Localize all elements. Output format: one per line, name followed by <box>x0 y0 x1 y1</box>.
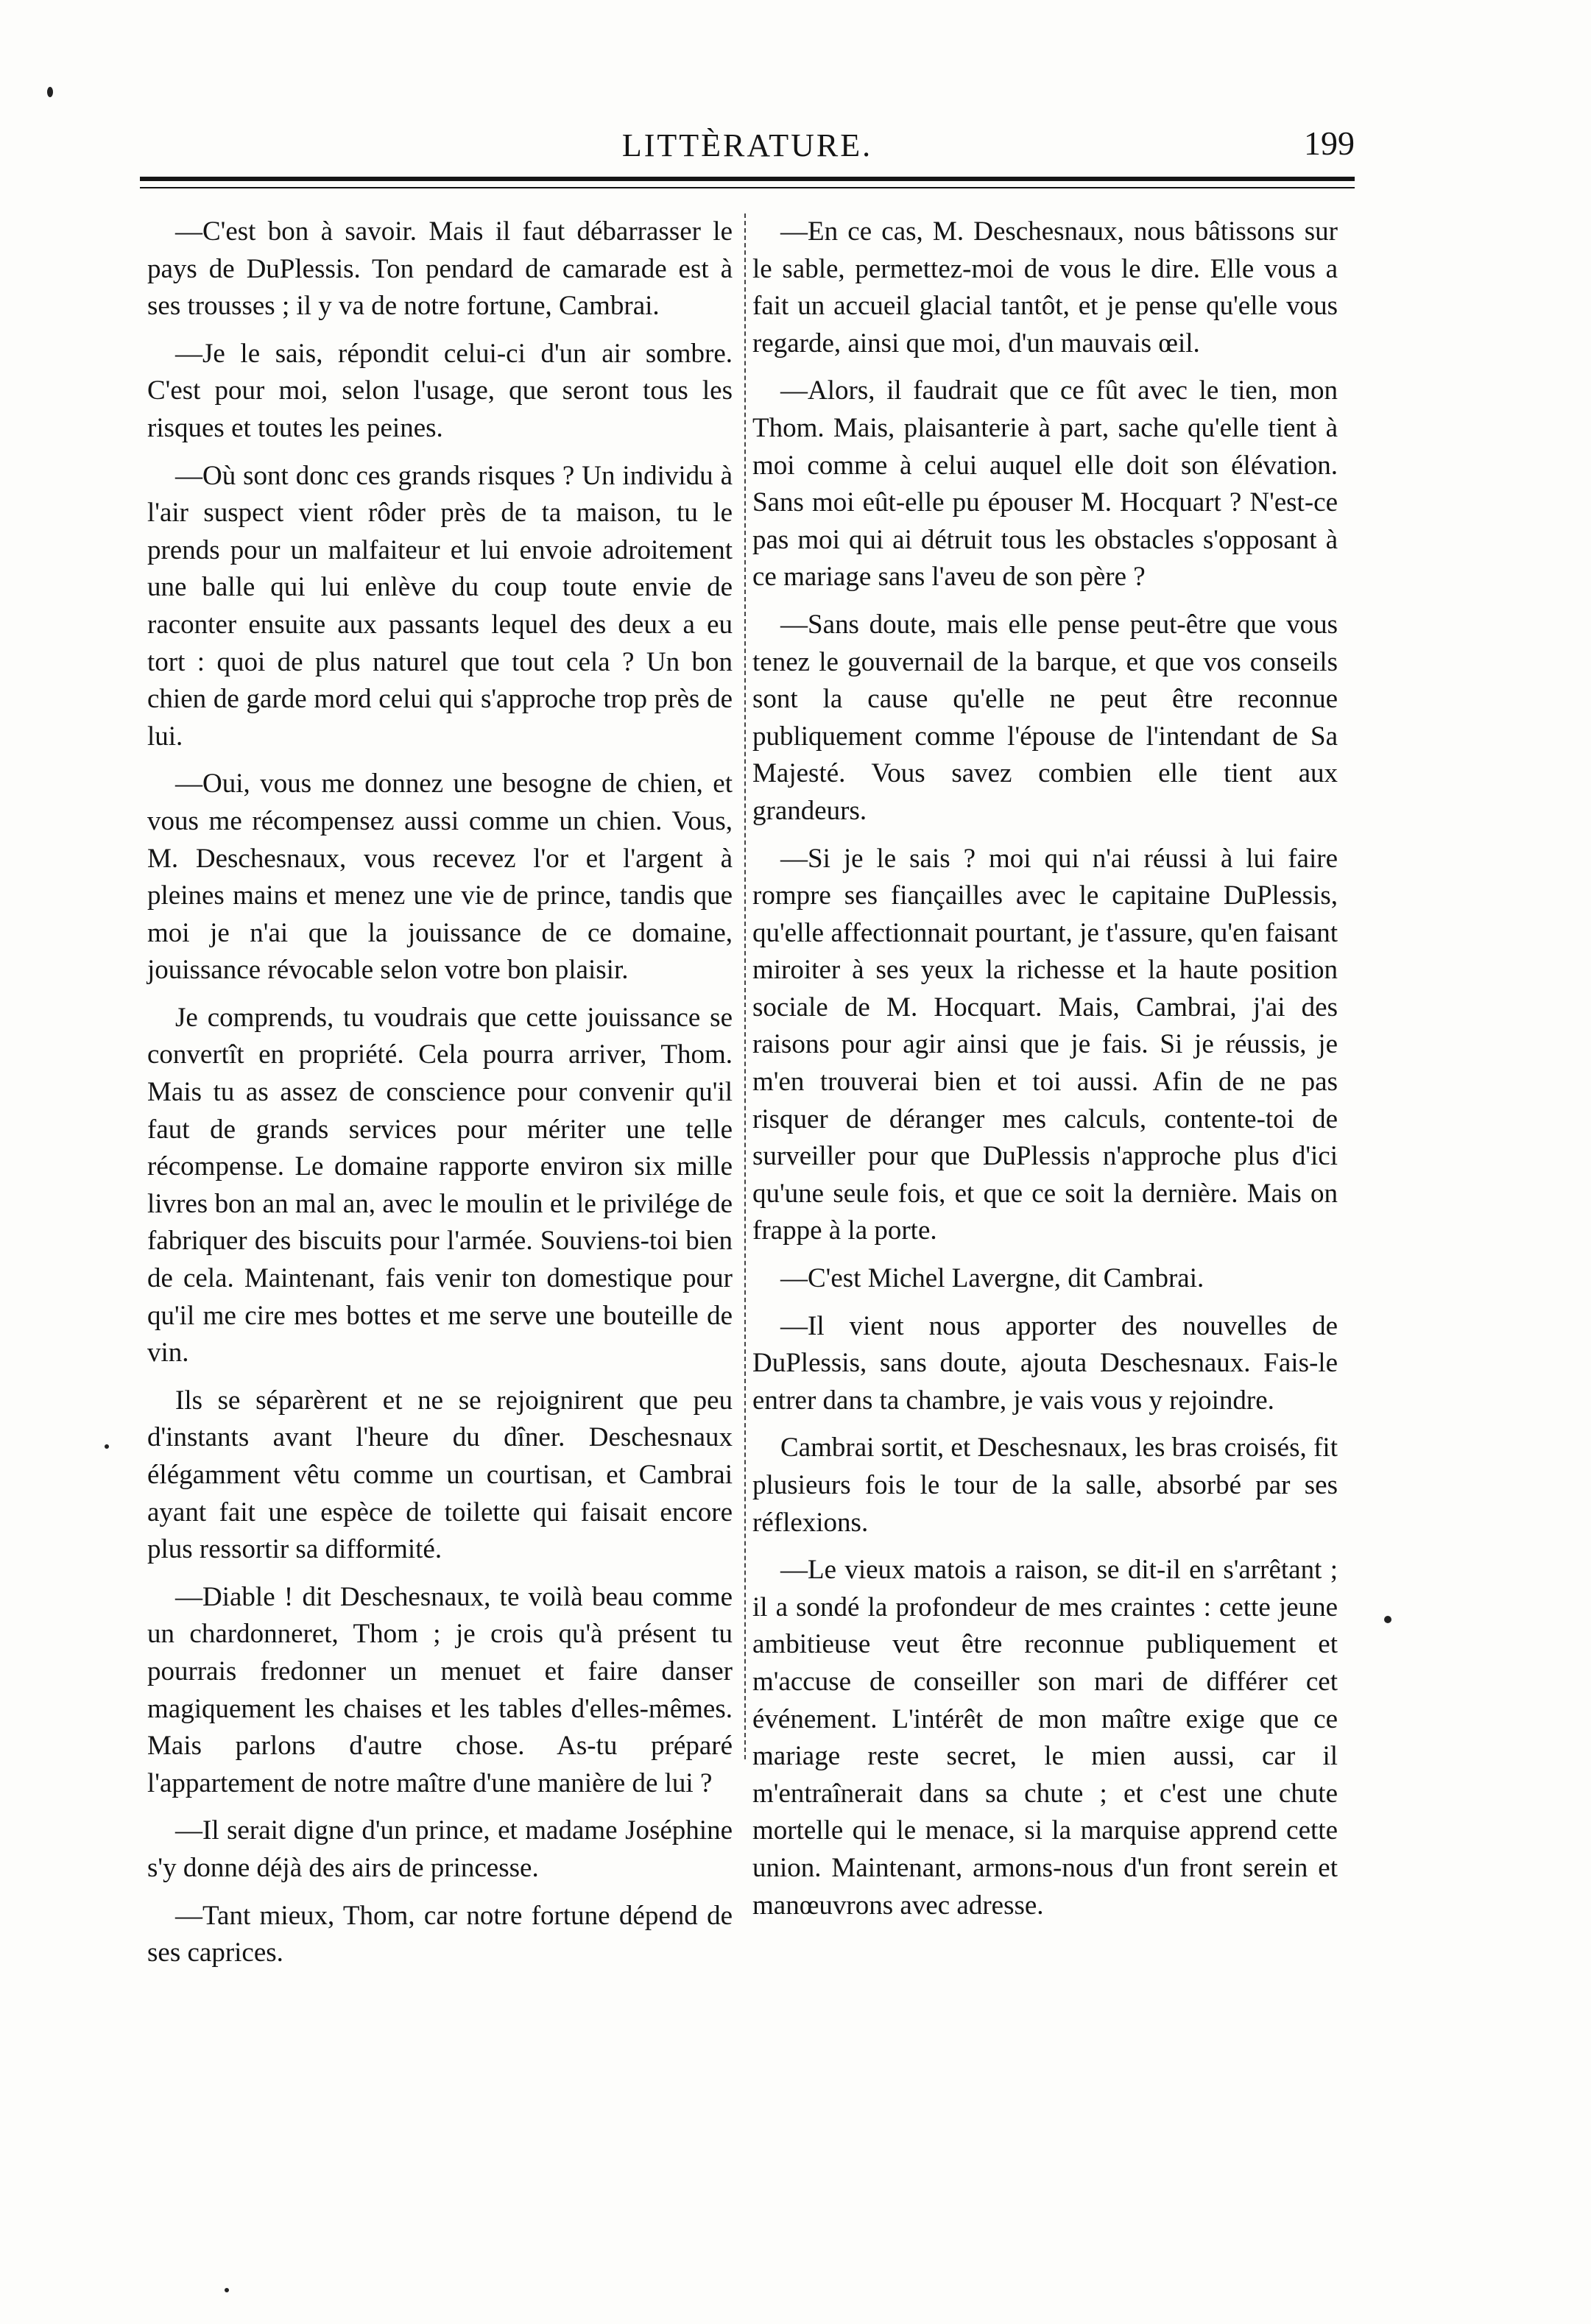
scan-speck <box>225 2288 229 2292</box>
paragraph: —Tant mieux, Thom, car notre fortune dépend de ses caprices. <box>147 1900 733 1968</box>
paragraph: —Sans doute, mais elle pense peut-être que vous tenez le gouvernail de la barque, et que vos conseils sont la cause qu'elle ne peut être reconnue publiquement comme l'épouse de l'intendant de Sa Majesté. Vous savez combien elle tient aux grandeurs. <box>752 609 1338 826</box>
scan-speck <box>105 1444 109 1449</box>
scan-speck <box>47 87 53 97</box>
header-rule-thin <box>140 187 1355 188</box>
paragraph: —Oui, vous me donnez une besogne de chien, et vous me récompensez aussi comme un chien. Vous, M. Deschesnaux, vous recevez l'or et l'argent à pleines mains et menez une vie de prince, tandis que moi je n'ai que la jouissance de ce domaine, jouissance révocable selon votre bon plaisir. <box>147 769 733 986</box>
paragraph: —Où sont donc ces grands risques ? Un individu à l'air suspect vient rôder près de ta maison, tu le prends pour un malfaiteur et lui envoie adroitement une balle qui lui enlève du coup toute envie de raconter ensuite aux passants lequel des deux a eu tort : quoi de plus naturel que tout cela ? Un bon chien de garde mord celui qui s'approche trop près de lui. <box>147 460 733 752</box>
scan-speck <box>1384 1616 1391 1623</box>
left-column <box>147 213 733 1982</box>
paragraph: —Le vieux matois a raison, se dit-il en s'arrêtant ; il a sondé la profondeur de mes craintes : cette jeune ambitieuse veut être reconnue publiquement et m'accuse de conseiller son mari de différer cet événement. L'intérêt de mon maître exige que ce mariage reste secret, le mien aussi, car il m'entraînerait dans sa chute ; et c'est une chute mortelle qui le menace, si la marquise apprend cette union. Maintenant, armons-nous d'un front serein et manœuvrons avec adresse. <box>752 1555 1338 1921</box>
paragraph: —Il vient nous apporter des nouvelles de DuPlessis, sans doute, ajouta Deschesnaux. Fais-le entrer dans ta chambre, je vais vous y rejoindre. <box>752 1310 1338 1416</box>
paragraph: —C'est bon à savoir. Mais il faut débarrasser le pays de DuPlessis. Ton pendard de camarade est à ses trousses ; il y va de notre fortune, Cambrai. <box>147 216 733 322</box>
running-title: LITTÈRATURE. <box>621 127 873 163</box>
right-column <box>752 213 1338 1935</box>
paragraph: Cambrai sortit, et Deschesnaux, les bras croisés, fit plusieurs fois le tour de la salle, absorbé par ses réflexions. <box>752 1433 1338 1538</box>
paragraph: —En ce cas, M. Deschesnaux, nous bâtissons sur le sable, permettez-moi de vous le dire. Elle vous a fait un accueil glacial tantôt, et je pense qu'elle vous regarde, ainsi que moi, d'un mauvais œil. <box>752 216 1338 359</box>
paragraph: —Alors, il faudrait que ce fût avec le tien, mon Thom. Mais, plaisanterie à part, sache qu'elle tient à moi comme à celui auquel elle doit son élévation. Sans moi eût-elle pu épouser M. Hocquart ? N'est-ce pas moi qui ai détruit tous les obstacles s'opposant à ce mariage sans l'aveu de son père ? <box>752 375 1338 593</box>
paragraph: —Diable ! dit Deschesnaux, te voilà beau comme un chardonneret, Thom ; je crois qu'à présent tu pourrais fredonner un menuet et faire danser magiquement les chaises et les tables d'elles-mêmes. Mais parlons d'autre chose. As-tu préparé l'appartement de notre maître d'une manière de lui ? <box>147 1581 733 1798</box>
paragraph: Je comprends, tu voudrais que cette jouissance se convertît en propriété. Cela pourra arriver, Thom. Mais tu as assez de conscience pour convenir qu'il faut de grands services pour mériter une telle récompense. Le domaine rapporte environ six mille livres bon an mal an, avec le moulin et le privilége de fabriquer des biscuits pour l'armée. Souviens-toi bien de cela. Maintenant, fais venir ton domestique pour qu'il me cire mes bottes et me serve une bouteille de vin. <box>147 1002 733 1368</box>
paragraph: —Il serait digne d'un prince, et madame Joséphine s'y donne déjà des airs de princesse. <box>147 1815 733 1883</box>
paragraph: —Je le sais, répondit celui-ci d'un air sombre. C'est pour moi, selon l'usage, que seront tous les risques et toutes les peines. <box>147 338 733 443</box>
paragraph: —Si je le sais ? moi qui n'ai réussi à lui faire rompre ses fiançailles avec le capitaine DuPlessis, qu'elle affectionnait pourtant, je t'assure, qu'en faisant miroiter à ses yeux la richesse et la haute position sociale de M. Hocquart. Mais, Cambrai, j'ai des raisons pour agir ainsi que je fais. Si je réussis, je m'en trouverai bien et toi aussi. Afin de ne pas risquer de déranger mes calculs, contente-toi de surveiller pour que DuPlessis n'approche plus d'ici qu'une seule fois, et que ce soit la dernière. Mais on frappe à la porte. <box>752 843 1338 1246</box>
column-divider <box>744 213 746 1759</box>
header-rule-thick <box>140 177 1355 181</box>
paragraph: Ils se séparèrent et ne se rejoignirent que peu d'instants avant l'heure du dîner. Deschesnaux élégamment vêtu comme un courtisan, et Cambrai ayant fait une espèce de toilette qui faisait encore plus ressortir sa difformité. <box>147 1385 733 1565</box>
paragraph: —C'est Michel Lavergne, dit Cambrai. <box>780 1263 1204 1294</box>
page-header <box>140 118 1355 169</box>
page-number: 199 <box>1304 124 1355 162</box>
